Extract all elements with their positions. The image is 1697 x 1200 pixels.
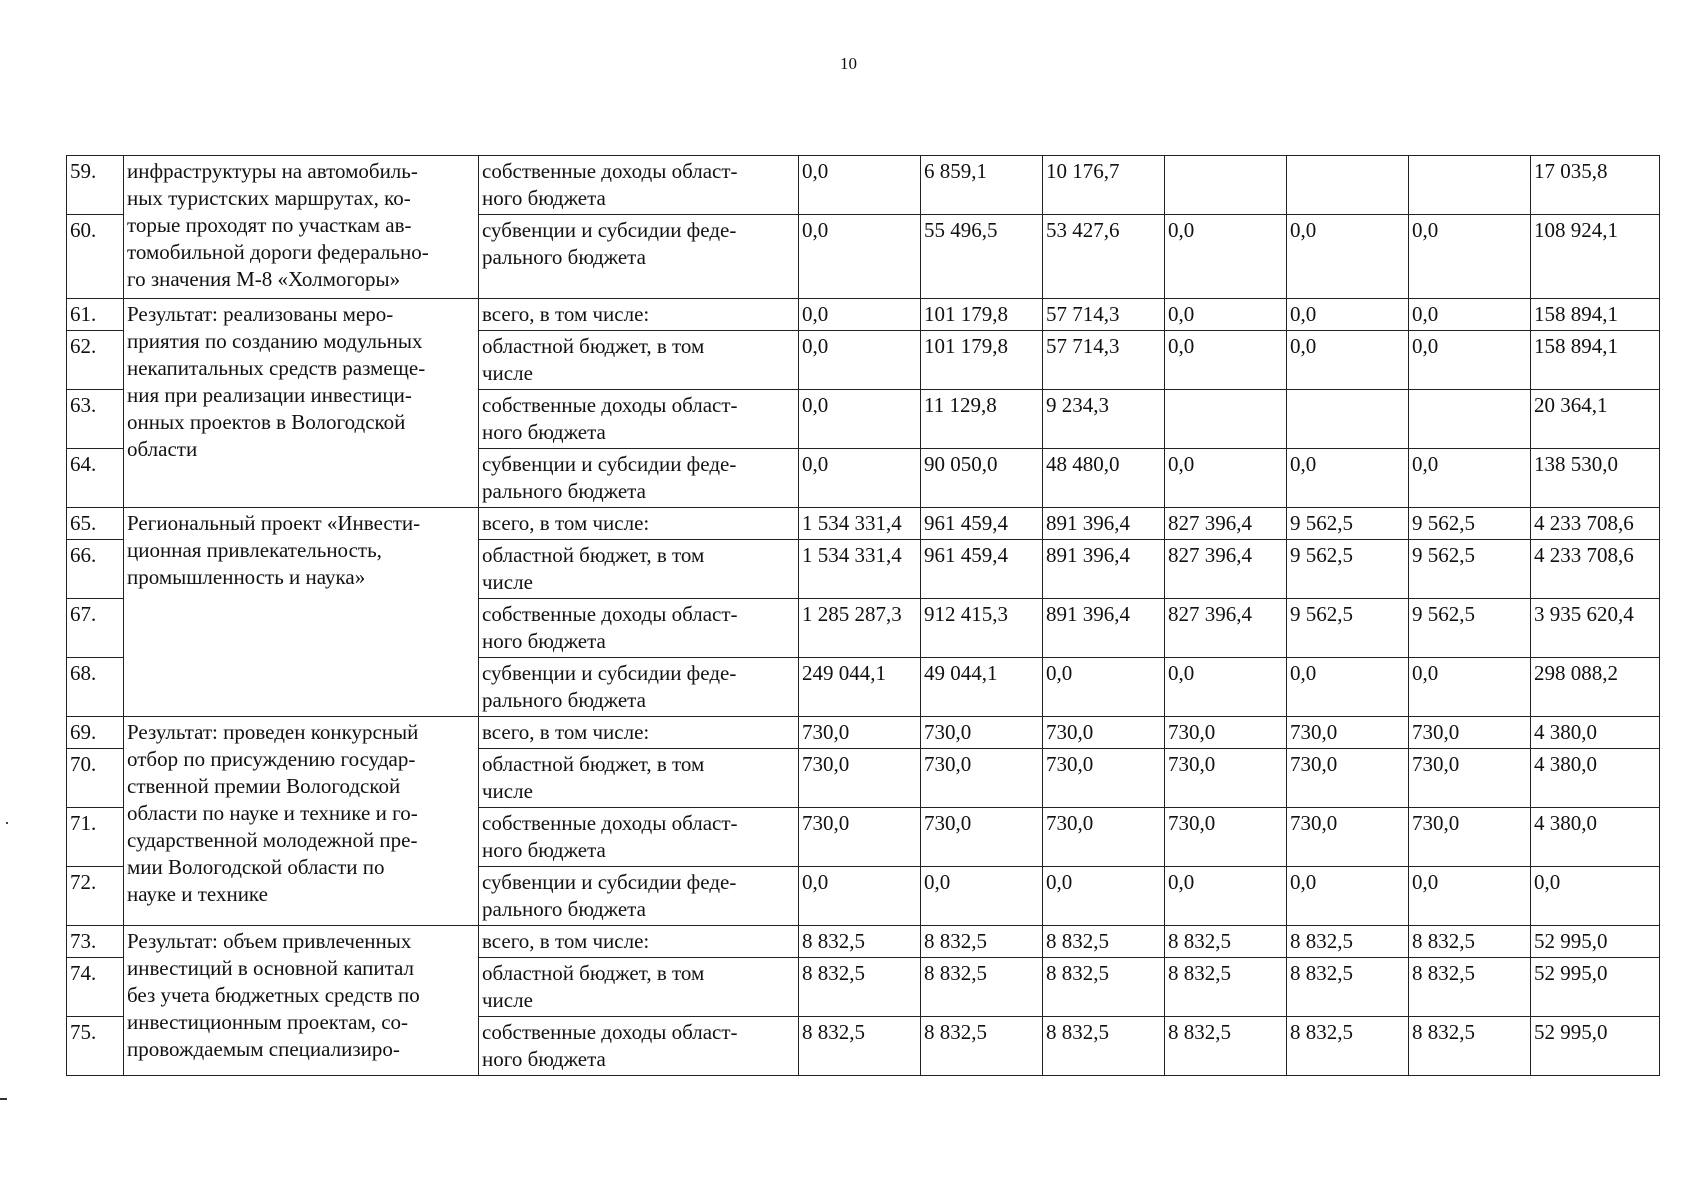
- amount-value: 0,0: [799, 449, 921, 508]
- total-value: 52 995,0: [1531, 1017, 1660, 1076]
- total-value: 4 380,0: [1531, 717, 1660, 749]
- amount-value: 0,0: [1165, 299, 1287, 331]
- amount-value: 53 427,6: [1043, 215, 1165, 299]
- scan-artifact-mark: [0, 1098, 7, 1100]
- amount-value: 8 832,5: [799, 926, 921, 958]
- funding-source: областной бюджет, в том числе: [479, 331, 799, 390]
- amount-value: [1287, 156, 1409, 215]
- amount-value: 55 496,5: [921, 215, 1043, 299]
- row-number: 65.: [67, 508, 124, 540]
- amount-value: 0,0: [799, 390, 921, 449]
- amount-value: 0,0: [1043, 867, 1165, 926]
- amount-value: 0,0: [1409, 299, 1531, 331]
- amount-value: 891 396,4: [1043, 540, 1165, 599]
- row-number: 68.: [67, 658, 124, 717]
- total-value: 20 364,1: [1531, 390, 1660, 449]
- amount-value: 0,0: [799, 215, 921, 299]
- amount-value: 961 459,4: [921, 540, 1043, 599]
- amount-value: 730,0: [799, 808, 921, 867]
- amount-value: 730,0: [1287, 717, 1409, 749]
- amount-value: 730,0: [921, 717, 1043, 749]
- table-row: [67, 717, 1660, 749]
- scan-artifact-dot: [6, 822, 8, 824]
- amount-value: 730,0: [1409, 749, 1531, 808]
- amount-value: 0,0: [1043, 658, 1165, 717]
- total-value: 4 233 708,6: [1531, 508, 1660, 540]
- funding-source: всего, в том числе:: [479, 508, 799, 540]
- table-row: [67, 299, 1660, 331]
- amount-value: 827 396,4: [1165, 540, 1287, 599]
- amount-value: 9 562,5: [1409, 599, 1531, 658]
- total-value: 3 935 620,4: [1531, 599, 1660, 658]
- funding-source: субвенции и субсидии феде- рального бюджета: [479, 658, 799, 717]
- item-description: Результат: реализованы меро- приятия по созданию модульных некапитальных средств размеще- ния при реализации инвестици- онных проектов в Вологодской области: [124, 299, 479, 508]
- amount-value: 0,0: [799, 867, 921, 926]
- amount-value: 891 396,4: [1043, 508, 1165, 540]
- amount-value: 8 832,5: [799, 1017, 921, 1076]
- row-number: 74.: [67, 958, 124, 1017]
- funding-source: субвенции и субсидии феде- рального бюджета: [479, 867, 799, 926]
- amount-value: 0,0: [1165, 331, 1287, 390]
- amount-value: 9 562,5: [1409, 540, 1531, 599]
- amount-value: 730,0: [1043, 808, 1165, 867]
- funding-source: областной бюджет, в том числе: [479, 958, 799, 1017]
- funding-source: всего, в том числе:: [479, 299, 799, 331]
- table-row: [67, 156, 1660, 215]
- amount-value: 891 396,4: [1043, 599, 1165, 658]
- funding-source: собственные доходы област- ного бюджета: [479, 808, 799, 867]
- amount-value: 730,0: [1043, 717, 1165, 749]
- amount-value: 90 050,0: [921, 449, 1043, 508]
- amount-value: 0,0: [1287, 658, 1409, 717]
- amount-value: 730,0: [1287, 808, 1409, 867]
- amount-value: 9 562,5: [1287, 540, 1409, 599]
- total-value: 4 380,0: [1531, 749, 1660, 808]
- amount-value: 961 459,4: [921, 508, 1043, 540]
- amount-value: 101 179,8: [921, 331, 1043, 390]
- item-description: Результат: проведен конкурсный отбор по присуждению государ- ственной премии Вологодской области по науке и технике и го- сударственной молодежной пре- мии Вологодской области по науке и технике: [124, 717, 479, 926]
- row-number: 59.: [67, 156, 124, 215]
- funding-source: всего, в том числе:: [479, 926, 799, 958]
- amount-value: 730,0: [921, 808, 1043, 867]
- funding-source: собственные доходы област- ного бюджета: [479, 390, 799, 449]
- amount-value: 8 832,5: [1287, 926, 1409, 958]
- amount-value: 48 480,0: [1043, 449, 1165, 508]
- row-number: 73.: [67, 926, 124, 958]
- amount-value: 8 832,5: [799, 958, 921, 1017]
- amount-value: 11 129,8: [921, 390, 1043, 449]
- row-number: 60.: [67, 215, 124, 299]
- row-number: 72.: [67, 867, 124, 926]
- amount-value: 9 562,5: [1409, 508, 1531, 540]
- amount-value: 1 285 287,3: [799, 599, 921, 658]
- funding-source: собственные доходы област- ного бюджета: [479, 599, 799, 658]
- row-number: 64.: [67, 449, 124, 508]
- amount-value: 101 179,8: [921, 299, 1043, 331]
- amount-value: 0,0: [799, 331, 921, 390]
- amount-value: 0,0: [1287, 299, 1409, 331]
- row-number: 75.: [67, 1017, 124, 1076]
- amount-value: 0,0: [1287, 867, 1409, 926]
- amount-value: 6 859,1: [921, 156, 1043, 215]
- amount-value: 0,0: [799, 299, 921, 331]
- row-number: 70.: [67, 749, 124, 808]
- amount-value: [1409, 390, 1531, 449]
- amount-value: 730,0: [1287, 749, 1409, 808]
- amount-value: 0,0: [1287, 331, 1409, 390]
- amount-value: 8 832,5: [1409, 1017, 1531, 1076]
- amount-value: 0,0: [1409, 867, 1531, 926]
- amount-value: 0,0: [1409, 215, 1531, 299]
- total-value: 158 894,1: [1531, 331, 1660, 390]
- amount-value: 0,0: [1287, 215, 1409, 299]
- amount-value: 8 832,5: [1409, 958, 1531, 1017]
- amount-value: 49 044,1: [921, 658, 1043, 717]
- table-row: [67, 508, 1660, 540]
- total-value: 52 995,0: [1531, 926, 1660, 958]
- amount-value: 8 832,5: [1165, 958, 1287, 1017]
- table-row: [67, 926, 1660, 958]
- budget-table-body: [67, 156, 1660, 1076]
- total-value: 0,0: [1531, 867, 1660, 926]
- row-number: 71.: [67, 808, 124, 867]
- row-number: 69.: [67, 717, 124, 749]
- total-value: 4 233 708,6: [1531, 540, 1660, 599]
- amount-value: 730,0: [1043, 749, 1165, 808]
- amount-value: 912 415,3: [921, 599, 1043, 658]
- amount-value: 9 562,5: [1287, 508, 1409, 540]
- amount-value: 10 176,7: [1043, 156, 1165, 215]
- funding-source: субвенции и субсидии феде- рального бюджета: [479, 215, 799, 299]
- row-number: 63.: [67, 390, 124, 449]
- amount-value: 8 832,5: [1287, 958, 1409, 1017]
- amount-value: 0,0: [799, 156, 921, 215]
- amount-value: 249 044,1: [799, 658, 921, 717]
- total-value: 108 924,1: [1531, 215, 1660, 299]
- amount-value: 0,0: [1287, 449, 1409, 508]
- amount-value: 730,0: [1409, 717, 1531, 749]
- amount-value: 0,0: [1409, 658, 1531, 717]
- total-value: 158 894,1: [1531, 299, 1660, 331]
- row-number: 62.: [67, 331, 124, 390]
- amount-value: 0,0: [1165, 658, 1287, 717]
- row-number: 66.: [67, 540, 124, 599]
- amount-value: 9 234,3: [1043, 390, 1165, 449]
- amount-value: 730,0: [921, 749, 1043, 808]
- total-value: 52 995,0: [1531, 958, 1660, 1017]
- amount-value: 827 396,4: [1165, 508, 1287, 540]
- budget-table: [66, 155, 1660, 1076]
- item-description: Региональный проект «Инвести- ционная привлекательность, промышленность и наука»: [124, 508, 479, 717]
- amount-value: 8 832,5: [1043, 926, 1165, 958]
- amount-value: 0,0: [1165, 449, 1287, 508]
- amount-value: 0,0: [1409, 331, 1531, 390]
- amount-value: 1 534 331,4: [799, 508, 921, 540]
- amount-value: 8 832,5: [1165, 926, 1287, 958]
- page-number: 10: [840, 54, 857, 73]
- amount-value: 8 832,5: [1043, 1017, 1165, 1076]
- amount-value: [1409, 156, 1531, 215]
- total-value: 4 380,0: [1531, 808, 1660, 867]
- amount-value: 730,0: [1165, 808, 1287, 867]
- funding-source: собственные доходы област- ного бюджета: [479, 1017, 799, 1076]
- total-value: 17 035,8: [1531, 156, 1660, 215]
- row-number: 61.: [67, 299, 124, 331]
- amount-value: [1165, 156, 1287, 215]
- amount-value: 0,0: [1165, 867, 1287, 926]
- amount-value: 730,0: [1409, 808, 1531, 867]
- amount-value: 0,0: [921, 867, 1043, 926]
- amount-value: 8 832,5: [921, 1017, 1043, 1076]
- amount-value: [1165, 390, 1287, 449]
- amount-value: 730,0: [799, 749, 921, 808]
- funding-source: областной бюджет, в том числе: [479, 749, 799, 808]
- amount-value: 8 832,5: [921, 958, 1043, 1017]
- item-description: инфраструктуры на автомобиль- ных туристских маршрутах, ко- торые проходят по участкам ав- томобильной дороги федерально- го значения М-8 «Холмогоры»: [124, 156, 479, 299]
- amount-value: 9 562,5: [1287, 599, 1409, 658]
- amount-value: 57 714,3: [1043, 299, 1165, 331]
- amount-value: 0,0: [1165, 215, 1287, 299]
- total-value: 138 530,0: [1531, 449, 1660, 508]
- funding-source: субвенции и субсидии феде- рального бюджета: [479, 449, 799, 508]
- amount-value: 730,0: [1165, 717, 1287, 749]
- amount-value: 8 832,5: [1043, 958, 1165, 1017]
- amount-value: 57 714,3: [1043, 331, 1165, 390]
- amount-value: 8 832,5: [1165, 1017, 1287, 1076]
- amount-value: [1287, 390, 1409, 449]
- amount-value: 730,0: [1165, 749, 1287, 808]
- funding-source: всего, в том числе:: [479, 717, 799, 749]
- amount-value: 8 832,5: [1409, 926, 1531, 958]
- amount-value: 8 832,5: [921, 926, 1043, 958]
- amount-value: 8 832,5: [1287, 1017, 1409, 1076]
- total-value: 298 088,2: [1531, 658, 1660, 717]
- amount-value: 1 534 331,4: [799, 540, 921, 599]
- funding-source: областной бюджет, в том числе: [479, 540, 799, 599]
- item-description: Результат: объем привлеченных инвестиций в основной капитал без учета бюджетных средств по инвестиционным проектам, со- провождаемым специализиро-: [124, 926, 479, 1076]
- amount-value: 0,0: [1409, 449, 1531, 508]
- amount-value: 827 396,4: [1165, 599, 1287, 658]
- amount-value: 730,0: [799, 717, 921, 749]
- funding-source: собственные доходы област- ного бюджета: [479, 156, 799, 215]
- row-number: 67.: [67, 599, 124, 658]
